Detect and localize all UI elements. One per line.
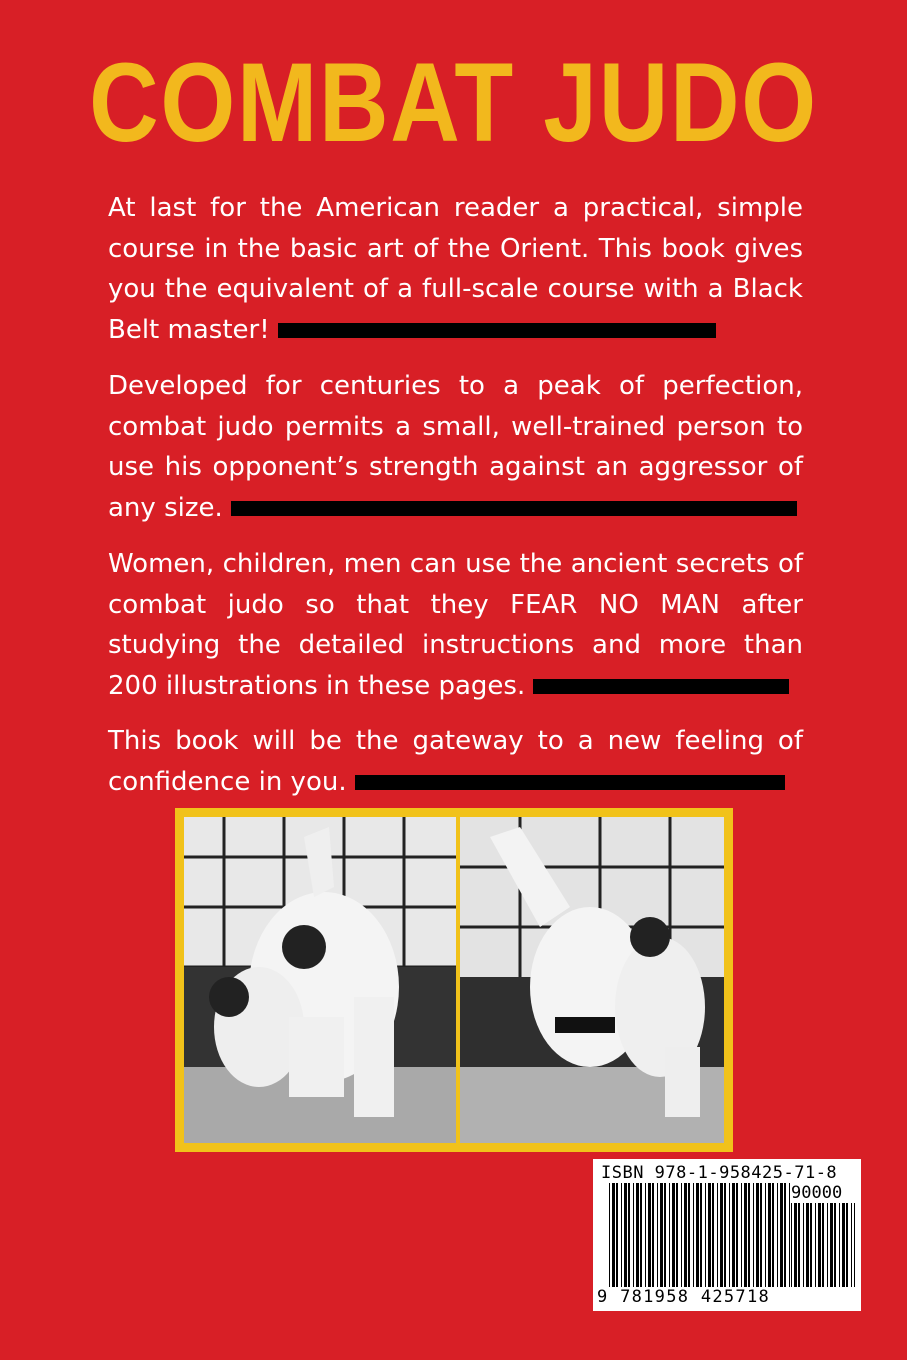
barcode-stripe: [676, 1183, 678, 1287]
barcode-stripe: [724, 1183, 726, 1287]
barcode-stripe: [810, 1203, 812, 1287]
book-title: COMBAT JUDO: [89, 40, 818, 165]
blurb-paragraph-3-text: Women, children, men can use the ancient secrets of combat judo so that they FEAR NO MAN after studying the detailed instructions and more than 200 illustrations in these pages.: [108, 549, 803, 702]
isbn-label: ISBN 978-1-958425-71-8: [601, 1163, 838, 1183]
barcode-stripe: [645, 1183, 646, 1287]
barcode-addon-bars: [791, 1203, 855, 1287]
isbn-barcode: [593, 1159, 861, 1311]
price-code: 90000: [791, 1183, 843, 1203]
judo-throw-photo-left: [184, 817, 456, 1143]
barcode-stripe: [636, 1183, 639, 1287]
barcode-stripe: [660, 1183, 663, 1287]
barcode-stripe: [616, 1183, 618, 1287]
barcode-stripe: [839, 1203, 840, 1287]
barcode-stripe: [744, 1183, 747, 1287]
barcode-stripe: [842, 1203, 845, 1287]
blurb-paragraph-4-text: This book will be the gateway to a new feeling of confidence in you.: [108, 726, 803, 797]
barcode-stripe: [748, 1183, 750, 1287]
barcode-stripe: [664, 1183, 666, 1287]
barcode-bars: [609, 1183, 791, 1287]
barcode-stripe: [777, 1183, 778, 1287]
barcode-stripe: [756, 1183, 759, 1287]
redaction-bar: [278, 323, 716, 338]
blurb-paragraph-2: [108, 366, 803, 529]
barcode-stripe: [633, 1183, 634, 1287]
barcode-stripe: [834, 1203, 836, 1287]
judo-throw-photo-right: [460, 817, 724, 1143]
barcode-stripe: [803, 1203, 804, 1287]
barcode-stripe: [827, 1203, 828, 1287]
barcode-stripe: [794, 1203, 797, 1287]
barcode-stripe: [669, 1183, 670, 1287]
blurb-paragraph-3: [108, 544, 803, 707]
barcode-stripe: [768, 1183, 771, 1287]
barcode-stripe: [681, 1183, 682, 1287]
barcode-stripe: [612, 1183, 615, 1287]
barcode-stripe: [628, 1183, 630, 1287]
blurb-paragraph-1-text: At last for the American reader a practical, simple course in the basic art of the Orient. This book gives you the equivalent of a full-scale course with a Black Belt master!: [108, 193, 803, 346]
barcode-stripe: [609, 1183, 610, 1287]
barcode-stripe: [789, 1183, 790, 1287]
barcode-stripe: [806, 1203, 809, 1287]
barcode-stripe: [652, 1183, 654, 1287]
blurb-paragraph-4: [108, 721, 803, 802]
barcode-stripe: [818, 1203, 821, 1287]
barcode-stripe: [780, 1183, 783, 1287]
barcode-stripe: [700, 1183, 702, 1287]
barcode-stripe: [705, 1183, 706, 1287]
barcode-stripe: [672, 1183, 675, 1287]
barcode-stripe: [741, 1183, 742, 1287]
barcode-stripe: [712, 1183, 714, 1287]
barcode-stripe: [772, 1183, 774, 1287]
barcode-stripe: [846, 1203, 848, 1287]
barcode-stripe: [854, 1203, 855, 1287]
blurb-paragraph-1: [108, 188, 803, 351]
barcode-stripe: [798, 1203, 800, 1287]
barcode-stripe: [732, 1183, 735, 1287]
barcode-stripe: [708, 1183, 711, 1287]
barcode-stripe: [624, 1183, 627, 1287]
ean-digits: 9 781958 425718: [597, 1287, 771, 1307]
barcode-stripe: [760, 1183, 762, 1287]
barcode-stripe: [791, 1203, 792, 1287]
barcode-stripe: [736, 1183, 738, 1287]
photo-frame: [175, 808, 733, 1152]
barcode-stripe: [648, 1183, 651, 1287]
barcode-stripe: [693, 1183, 694, 1287]
barcode-stripe: [657, 1183, 658, 1287]
barcode-stripe: [830, 1203, 833, 1287]
redaction-bar: [355, 775, 785, 790]
barcode-stripe: [765, 1183, 766, 1287]
barcode-stripe: [851, 1203, 852, 1287]
barcode-stripe: [729, 1183, 730, 1287]
barcode-stripe: [640, 1183, 642, 1287]
barcode-stripe: [753, 1183, 754, 1287]
blurb-paragraph-2-text: Developed for centuries to a peak of perfection, combat judo permits a small, well-trained person to use his opponent’s strength against an aggressor of any size.: [108, 371, 803, 524]
barcode-stripe: [815, 1203, 816, 1287]
redaction-bar: [533, 679, 789, 694]
barcode-stripe: [621, 1183, 622, 1287]
barcode-stripe: [688, 1183, 690, 1287]
redaction-bar: [231, 501, 797, 516]
barcode-stripe: [696, 1183, 699, 1287]
barcode-stripe: [822, 1203, 824, 1287]
barcode-stripe: [784, 1183, 786, 1287]
barcode-stripe: [720, 1183, 723, 1287]
barcode-stripe: [717, 1183, 718, 1287]
barcode-stripe: [684, 1183, 687, 1287]
